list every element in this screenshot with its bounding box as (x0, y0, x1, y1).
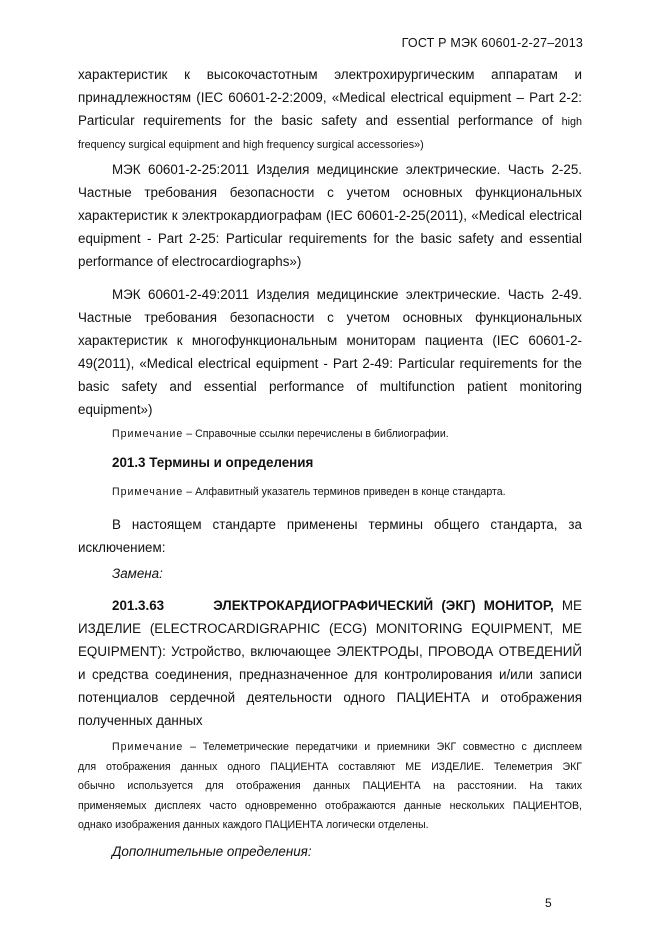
text-line: для отображения данных одного ПАЦИЕНТА составляют МЕ ИЗДЕЛИЕ. Телеметрия ЭКГ (78, 760, 582, 773)
paragraph-terms-intro (78, 513, 582, 559)
term-title: ЭЛЕКТРОКАРДИОГРАФИЧЕСКИЙ (ЭКГ) МОНИТОР, (213, 598, 554, 613)
text-line: однако изображения данных каждого ПАЦИЕНТА логически отделены. (78, 819, 429, 831)
text-line: Частные требования безопасности с учетом основных функциональных (78, 310, 582, 325)
text-line: и средства соединения, предназначенное для контролирования и/или записи (78, 667, 582, 682)
additional-definitions-label: Дополнительные определения: (112, 844, 312, 859)
text-line: EQUIPMENT): Устройство, включающее ЭЛЕКТРОДЫ, ПРОВОДА ОТВЕДЕНИЙ (78, 644, 582, 659)
text-line: equipment») (78, 402, 153, 417)
text-line: характеристик к многофункциональным мониторам пациента (IEC 60601-2- (78, 333, 582, 348)
note-index (112, 486, 506, 498)
text-line: frequency surgical equipment and high frequency surgical accessories») (78, 139, 424, 151)
term-number: 201.3.63 (112, 598, 165, 613)
paragraph-iec-60601-2-49 (78, 283, 582, 421)
note-text: – Алфавитный указатель терминов приведен в конце стандарта. (183, 486, 506, 498)
text-line: применяемых дисплеях часто одновременно отображаются данные нескольких ПАЦИЕНТОВ, (78, 799, 582, 812)
note-label: Примечание (112, 741, 184, 753)
text-line: характеристик к высокочастотным электрохирургическим аппаратам и (78, 67, 582, 82)
paragraph-iec-60601-2-25 (78, 158, 582, 273)
text-line: 49(2011), «Medical electrical equipment - Part 2-49: Particular requirements for the (78, 356, 582, 371)
text-line: МЭК 60601-2-25:2011 Изделия медицинские электрические. Часть 2-25. (112, 162, 582, 177)
note-text: – Справочные ссылки перечислены в библиографии. (183, 428, 449, 440)
text-line: потенциалов сердечной деятельности одного ПАЦИЕНТА и отображения (78, 690, 582, 705)
text-line: performance of electrocardiographs») (78, 254, 302, 269)
section-title: Термины и определения (149, 455, 314, 470)
section-heading (112, 455, 313, 470)
section-number: 201.3 (112, 455, 146, 470)
text-line: Примечание – Телеметрические передатчики и приемники ЭКГ совместно с дисплеем (112, 741, 582, 753)
paragraph-iec-60601-2-2 (78, 63, 582, 157)
text-line: принадлежностям (IEC 60601-2-2:2009, «Medical electrical equipment – Part 2-2: (78, 90, 582, 105)
text-line: basic safety and essential performance of multifunction patient monitoring (78, 379, 582, 394)
replace-label: Замена: (112, 566, 163, 581)
text-line: ИЗДЕЛИЕ (ELECTROCARDIGRAPHIC (ECG) MONITORING EQUIPMENT, ME (78, 621, 582, 636)
document-header: ГОСТ Р МЭК 60601-2-27–2013 (401, 36, 583, 50)
text-line: характеристик к электрокардиографам (IEC 60601-2-25(2011), «Medical electrical (78, 208, 582, 223)
term-definition (78, 594, 582, 732)
note-label: Примечание (112, 486, 184, 498)
text-line: обычно используется для отображения данных ПАЦИЕНТА на расстоянии. На таких (78, 780, 582, 792)
text-line: МЭК 60601-2-49:2011 Изделия медицинские электрические. Часть 2-49. (112, 287, 582, 302)
note-references (112, 428, 449, 440)
note-label: Примечание (112, 428, 184, 440)
text-line: В настоящем стандарте применены термины общего стандарта, за (112, 517, 582, 532)
text-line: исключением: (78, 540, 166, 555)
page-number: 5 (545, 896, 552, 910)
term-title-line: 201.3.63 ЭЛЕКТРОКАРДИОГРАФИЧЕСКИЙ (ЭКГ) МОНИТОР, МЕ (112, 598, 582, 613)
text-line: Particular requirements for the basic safety and essential performance of high (78, 113, 582, 128)
text-line: Частные требования безопасности с учетом основных функциональных (78, 185, 582, 200)
text-line: equipment - Part 2-25: Particular requirements for the basic safety and essential (78, 231, 582, 246)
note-telemetry (78, 738, 582, 836)
text-line: полученных данных (78, 713, 203, 728)
